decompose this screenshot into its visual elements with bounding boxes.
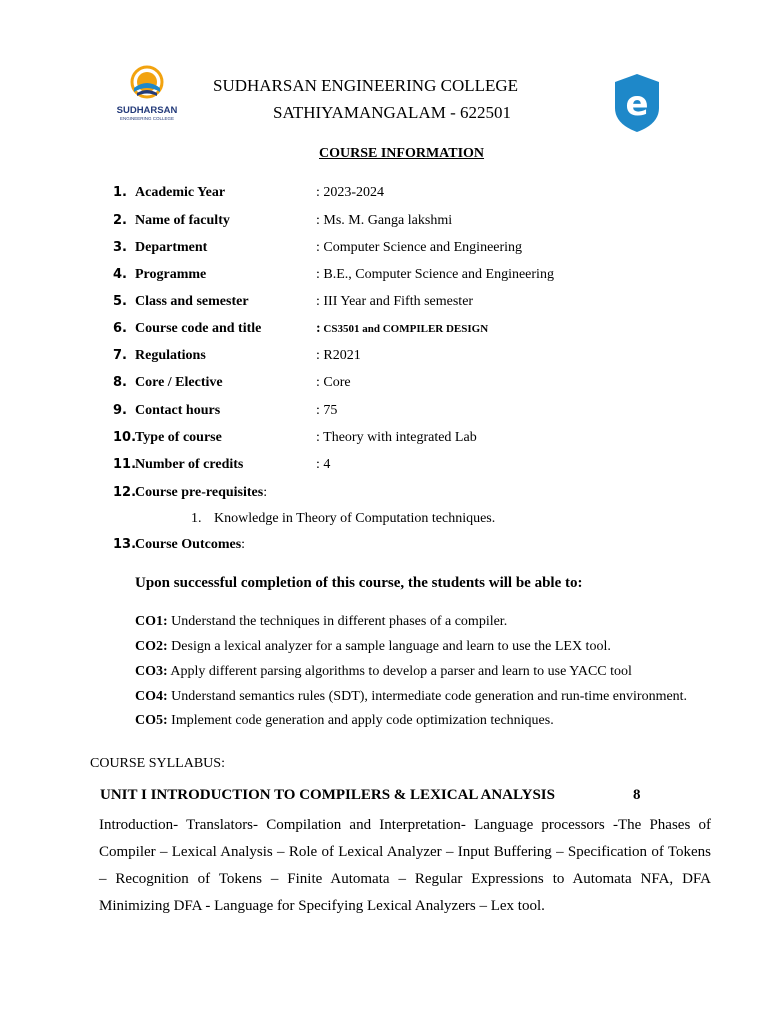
unit-description: Introduction- Translators- Compilation and Interpretation- Language processors -The Phases of Compiler – Lexical Analysis – Role of Lexical Analyzer – Input Buffering – Specification of Tokens – Recognition of Tokens – Finite Automata – Regular Expressions to Automata NFA, DFA Minimizing DFA - Language for Specifying Lexical Analyzers – Lex tool. [99,817,711,914]
row-number: 2. [113,213,127,228]
row-number: 11. [113,457,137,472]
info-row-department [113,240,523,256]
row-label: Number of credits [135,457,244,472]
e-shield-logo [612,72,662,134]
row-value: : Ms. M. Ganga lakshmi [316,213,453,228]
syllabus-heading [90,756,225,772]
info-row-academic-year [113,185,385,201]
college-place: SATHIYAMANGALAM - 622501 [273,103,511,122]
outcome-code: CO1: [135,614,168,629]
outcome-code: CO5: [135,713,168,728]
outcome-text: Design a lexical analyzer for a sample language and learn to use the LEX tool. [167,639,611,654]
row-label: Class and semester [135,294,249,309]
course-outcome [135,689,687,705]
row-label: Course code and title [135,321,262,336]
college-logo [112,64,182,124]
course-outcome [135,713,554,729]
row-value: : Computer Science and Engineering [316,240,523,255]
info-row-programme [113,267,554,283]
row-label: Contact hours [135,403,221,418]
course-outcome [135,614,507,630]
row-value: : R2021 [316,348,361,363]
course-code-title: CS3501 and COMPILER DESIGN [323,323,489,335]
prerequisite-text: Knowledge in Theory of Computation techniques. [214,511,496,526]
row-number: 6. [113,321,127,336]
row-number: 5. [113,294,127,309]
row-number: 8. [113,375,127,390]
outcome-code: CO4: [135,689,168,704]
info-row-regulations [113,348,361,364]
row-label: Programme [135,267,207,282]
row-label: Department [135,240,208,255]
value-colon: : [316,321,321,336]
info-row-class-semester [113,294,474,310]
row-number: 10. [113,430,137,445]
info-row-course-code [113,321,489,337]
course-outcome [135,639,611,655]
info-row-contact-hours [113,403,338,419]
row-label: Core / Elective [135,375,223,390]
row-suffix: : [241,537,246,552]
logo-subtext: ENGINEERING COLLEGE [119,116,175,121]
row-value: : Theory with integrated Lab [316,430,477,445]
row-label: Name of faculty [135,213,230,228]
syllabus-heading-suffix: : [221,756,225,771]
course-outcome [135,664,632,680]
row-number: 4. [113,267,127,282]
row-number: 1. [113,185,127,200]
unit-title: UNIT I INTRODUCTION TO COMPILERS & LEXICAL ANALYSIS [100,787,555,803]
row-value: : B.E., Computer Science and Engineering [316,267,554,282]
row-number: 7. [113,348,127,363]
row-value: : 4 [316,457,331,472]
logo-letter: e [625,84,649,124]
info-row-outcomes [113,537,245,553]
row-value [316,321,488,337]
row-value: : III Year and Fifth semester [316,294,474,309]
prerequisite-item [191,511,495,527]
info-row-type-of-course [113,430,477,446]
row-label: Regulations [135,348,206,363]
info-row-faculty [113,213,453,229]
row-number: 3. [113,240,127,255]
row-value: : Core [316,375,351,390]
outcome-text: Understand semantics rules (SDT), intermediate code generation and run-time environment. [167,689,688,704]
row-label: Type of course [135,430,222,445]
info-row-prerequisites [113,485,267,501]
college-name: SUDHARSAN ENGINEERING COLLEGE [213,76,519,95]
outcome-text: Apply different parsing algorithms to develop a parser and learn to use YACC tool [167,664,632,679]
info-row-credits [113,457,331,473]
outcome-text: Understand the techniques in different phases of a compiler. [167,614,508,629]
outcome-code: CO2: [135,639,168,654]
row-suffix: : [263,485,268,500]
row-label: Course Outcomes [135,537,242,552]
row-number: 13. [113,537,137,552]
logo-text: SUDHARSAN [116,105,178,116]
row-label: Course pre-requisites [135,485,264,500]
row-label: Academic Year [135,185,226,200]
outcomes-heading: Upon successful completion of this course, the students will be able to: [135,575,583,591]
row-number: 9. [113,403,127,418]
outcome-code: CO3: [135,664,168,679]
row-number: 12. [113,485,137,500]
row-value: : 75 [316,403,338,418]
row-value: : 2023-2024 [316,185,385,200]
course-info-title: COURSE INFORMATION [319,146,485,161]
syllabus-heading-text: COURSE SYLLABUS [90,756,222,771]
info-row-core-elective [113,375,351,391]
prerequisite-number: 1. [191,511,202,526]
unit-hours: 8 [633,787,641,803]
outcome-text: Implement code generation and apply code optimization techniques. [167,713,554,728]
